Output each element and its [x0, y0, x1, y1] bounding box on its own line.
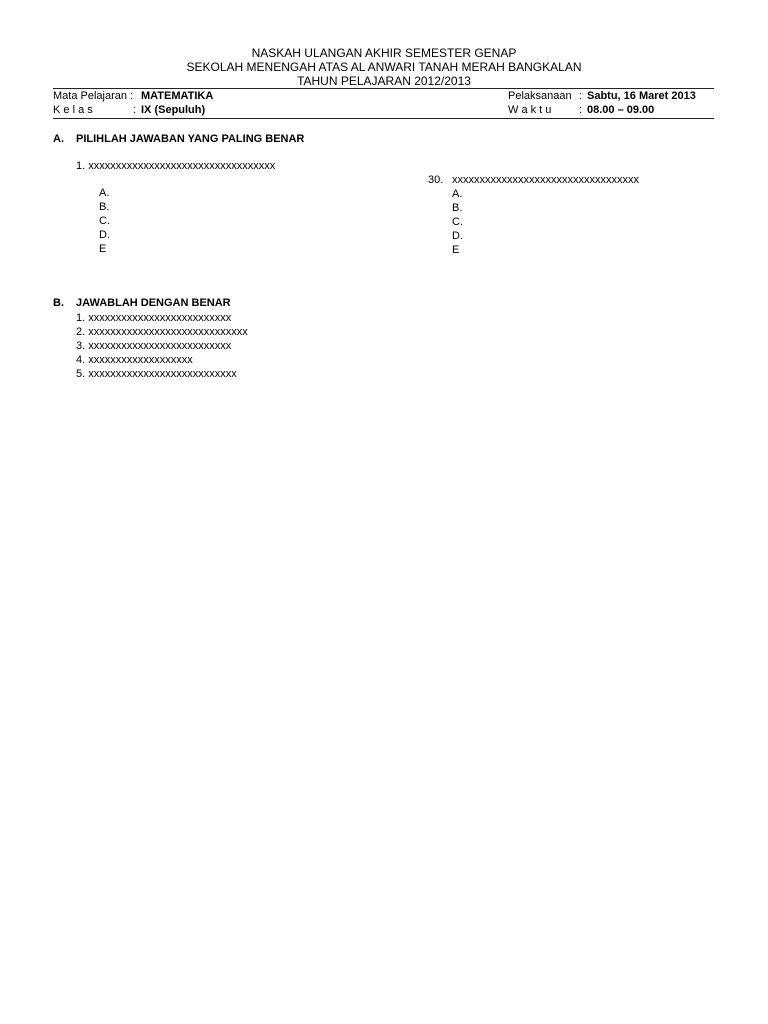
time-value: 08.00 – 09.00 [587, 104, 655, 116]
class-label: K e l a s [53, 104, 93, 116]
essay-item-2: 2. xxxxxxxxxxxxxxxxxxxxxxxxxxxxx [76, 326, 248, 338]
q1-option-b: B. [99, 201, 110, 213]
essay-item-4: 4. xxxxxxxxxxxxxxxxxxx [76, 354, 193, 366]
essay-item-5: 5. xxxxxxxxxxxxxxxxxxxxxxxxxxx [76, 368, 237, 380]
section-a-title: PILIHLAH JAWABAN YANG PALING BENAR [76, 133, 305, 145]
q30-option-c: C. [452, 216, 463, 228]
q1-option-e: E [99, 243, 107, 255]
date-value: Sabtu, 16 Maret 2013 [587, 90, 696, 102]
q30-option-e: E [452, 244, 460, 256]
date-label: Pelaksanaan [508, 90, 572, 102]
exam-title: NASKAH ULANGAN AKHIR SEMESTER GENAP [251, 46, 517, 60]
q1-option-a: A. [99, 187, 110, 199]
section-b-title: JAWABLAH DENGAN BENAR [76, 297, 231, 309]
q30-option-a: A. [452, 188, 463, 200]
q1-option-d: D. [99, 229, 110, 241]
class-colon: : [133, 104, 137, 116]
question-1-text: 1. xxxxxxxxxxxxxxxxxxxxxxxxxxxxxxxxxx [76, 160, 276, 172]
question-30-number: 30. [428, 174, 444, 186]
school-name: SEKOLAH MENENGAH ATAS AL ANWARI TANAH MERAH BANGKALAN [186, 60, 582, 74]
section-b-letter: B. [53, 297, 64, 309]
date-colon: : [579, 90, 583, 102]
subject-value: MATEMATIKA [141, 90, 214, 102]
q1-option-c: C. [99, 215, 110, 227]
question-30-text: xxxxxxxxxxxxxxxxxxxxxxxxxxxxxxxxxx [452, 174, 639, 186]
time-label: W a k t u [508, 104, 552, 116]
header-top-rule [53, 88, 714, 89]
q30-option-d: D. [452, 230, 463, 242]
academic-year: TAHUN PELAJARAN 2012/2013 [297, 74, 471, 88]
essay-item-1: 1. xxxxxxxxxxxxxxxxxxxxxxxxxx [76, 312, 232, 324]
q30-option-b: B. [452, 202, 463, 214]
essay-item-3: 3. xxxxxxxxxxxxxxxxxxxxxxxxxx [76, 340, 232, 352]
class-value: IX (Sepuluh) [141, 104, 206, 116]
time-colon: : [579, 104, 583, 116]
section-a-letter: A. [53, 133, 64, 145]
header-bottom-rule [53, 118, 714, 119]
subject-label: Mata Pelajaran : [53, 90, 134, 102]
